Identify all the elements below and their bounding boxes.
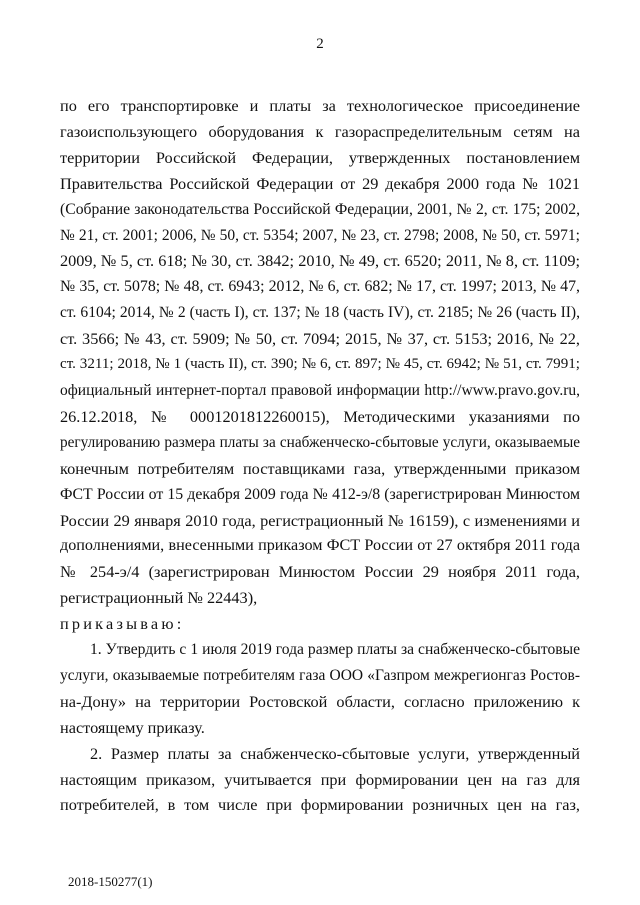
text-line: ст. 3566; № 43, ст. 5909; № 50, ст. 7094; 2015, № 37, ст. 5153; 2016, № 22, bbox=[60, 329, 580, 349]
text-line: потребителей, в том числе при формировании розничных цен на газ, bbox=[60, 795, 580, 815]
text-line: газоиспользующего оборудования к газораспределительным сетям на bbox=[60, 121, 580, 141]
document-registration-code: 2018-150277(1) bbox=[68, 874, 153, 889]
order-word: приказываю: bbox=[60, 614, 185, 634]
order-item-2 bbox=[60, 741, 580, 819]
order-item-1 bbox=[60, 637, 580, 741]
text-line: регистрационный № 22443), bbox=[60, 588, 258, 608]
text-line: России 29 января 2010 года, регистрационный № 16159), с изменениями и bbox=[60, 510, 580, 530]
text-line: услуги, оказываемые потребителям газа ООО «Газпром межрегионгаз Ростов- bbox=[60, 666, 580, 684]
text-line: ст. 6104; 2014, № 2 (часть I), ст. 137; № 18 (часть IV), ст. 2185; № 26 (часть II), bbox=[60, 304, 580, 322]
text-line: ст. 3211; 2018, № 1 (часть II), ст. 390; № 6, ст. 897; № 45, ст. 6942; № 51, ст. 7991; bbox=[60, 356, 580, 373]
text-line: № 21, ст. 2001; 2006, № 50, ст. 5354; 2007, № 23, ст. 2798; 2008, № 50, ст. 5971; bbox=[60, 226, 580, 244]
text-line: по его транспортировке и платы за технологическое присоединение bbox=[60, 96, 580, 115]
text-line: (Собрание законодательства Российской Федерации, 2001, № 2, ст. 175; 2002, bbox=[60, 200, 580, 218]
text-line: территории Российской Федерации, утвержденных постановлением bbox=[60, 147, 580, 167]
text-line: настоящим приказом, учитывается при формировании цен на газ для bbox=[60, 769, 580, 789]
text-line: ФСТ России от 15 декабря 2009 года № 412-э/8 (зарегистрирован Минюстом bbox=[60, 485, 580, 503]
text-line: настоящему приказу. bbox=[60, 717, 205, 737]
text-line: конечным потребителям поставщиками газа, утвержденными приказом bbox=[60, 458, 580, 478]
text-line: 2009, № 5, ст. 618; № 30, ст. 3842; 2010, № 49, ст. 6520; 2011, № 8, ст. 1109; bbox=[60, 251, 580, 271]
text-line: 2. Размер платы за снабженческо-сбытовые услуги, утвержденный bbox=[90, 743, 580, 763]
document-body bbox=[60, 93, 580, 818]
text-line: Правительства Российской Федерации от 29 декабря 2000 года № 1021 bbox=[60, 173, 580, 193]
text-line: 26.12.2018, № 0001201812260015), Методическими указаниями по bbox=[60, 406, 580, 426]
text-line: № 254-э/4 (зарегистрирован Минюстом России 29 ноября 2011 года, bbox=[60, 562, 580, 582]
text-line: дополнениями, внесенными приказом ФСТ России от 27 октября 2011 года bbox=[60, 537, 580, 555]
page-number: 2 bbox=[316, 36, 324, 52]
text-line: № 35, ст. 5078; № 48, ст. 6943; 2012, № 6, ст. 682; № 17, ст. 1997; 2013, № 47, bbox=[60, 278, 580, 296]
text-line: официальный интернет-портал правовой информации http://www.pravo.gov.ru, bbox=[60, 381, 580, 399]
text-line: регулированию размера платы за снабженческо-сбытовые услуги, оказываемые bbox=[60, 433, 580, 451]
text-line: 1. Утвердить с 1 июля 2019 года размер платы за снабженческо-сбытовые bbox=[90, 641, 580, 659]
text-line: на-Дону» на территории Ростовской области, согласно приложению к bbox=[60, 691, 580, 711]
paragraph-legal-references bbox=[60, 93, 580, 611]
